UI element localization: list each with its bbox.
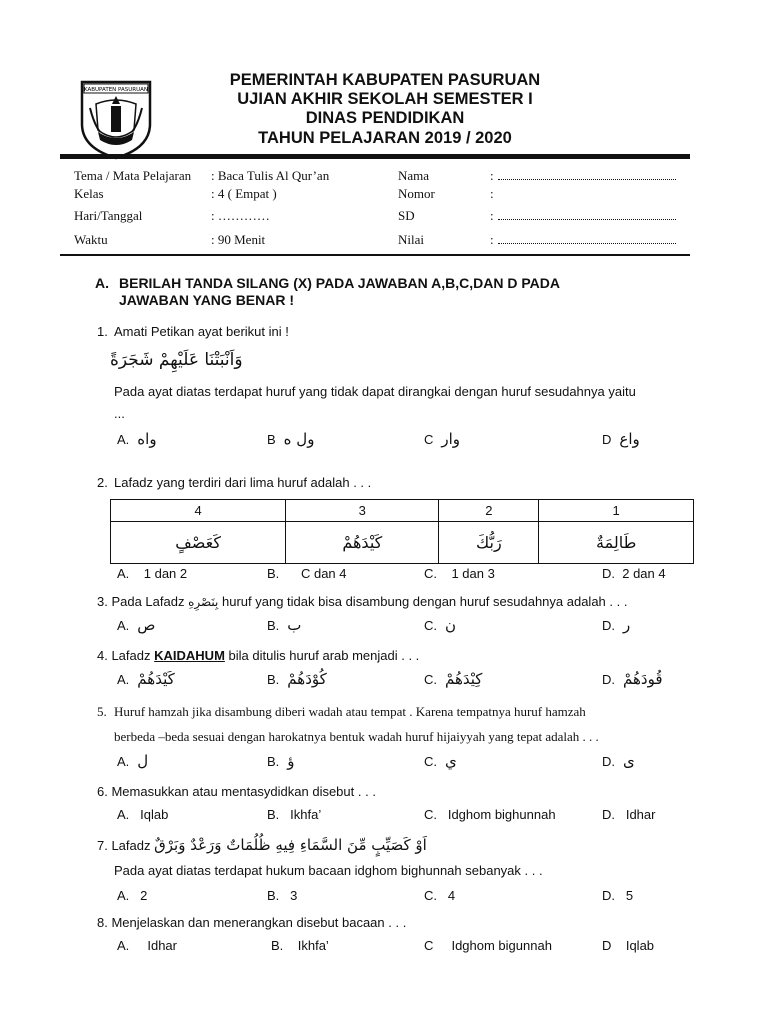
q2-table-header: 2 [439,500,539,522]
q2-table-header: 1 [539,500,694,522]
q2-table-cell: كَعَصْفٍ [111,522,286,564]
q5-option-b[interactable]: B. ؤ [267,752,295,770]
kelas-label: Kelas [74,186,104,201]
section-a-title: A. BERILAH TANDA SILANG (X) PADA JAWABAN A,B,C,DAN D PADA [95,275,560,291]
q2-text: Lafadz yang terdiri dari lima huruf adalah . . . [114,475,372,490]
q3-text: 3. Pada Lafadz بِنَصْرِهِ huruf yang tidak bisa disambung dengan huruf sesudahnya adalah . . . [97,594,628,609]
header-line-4: TAHUN PELAJARAN 2019 / 2020 [258,129,512,147]
q8-option-c[interactable]: C Idghom bigunnah [424,938,552,953]
header-line-3: DINAS PENDIDIKAN [305,109,465,127]
q7-option-d[interactable]: D. 5 [602,888,634,903]
q3-option-c[interactable]: C. ن [424,616,457,634]
q4-option-c[interactable]: C. كِيْدَهُمْ [424,670,483,688]
waktu-label: Waktu [74,232,108,247]
regency-crest-icon [76,74,156,160]
q2-option-c[interactable]: C. 1 dan 3 [424,566,495,581]
q4-text: 4. Lafadz KAIDAHUM bila ditulis huruf arab menjadi . . . [97,648,420,663]
nama-field[interactable]: : [490,168,676,184]
q8-text: 8. Menjelaskan dan menerangkan disebut bacaan . . . [97,915,407,930]
q7-option-a[interactable]: A. 2 [117,888,148,903]
sd-label: SD [398,208,415,223]
q8-option-b[interactable]: B. Ikhfa’ [271,938,329,953]
q7-text-2: Pada ayat diatas terdapat hukum bacaan idghom bighunnah sebanyak . . . [114,863,543,878]
q4-option-a[interactable]: A. كَيْدَهُمْ [117,670,175,688]
waktu-value: : 90 Menit [211,232,266,247]
q4-option-d[interactable]: D. قُودَهُمْ [602,670,663,688]
nomor-label: Nomor [398,186,435,201]
q6-text: 6. Memasukkan atau mentasydidkan disebut . . . [97,784,376,799]
q1-number: 1. [97,324,108,339]
q2-table-header: 4 [111,500,286,522]
q6-option-d[interactable]: D. Idhar [602,807,656,822]
q2-option-a[interactable]: A. 1 dan 2 [117,566,188,581]
q1-text-2: Pada ayat diatas terdapat huruf yang tidak dapat dirangkai dengan huruf sesudahnya yaitu [114,384,636,399]
q5-text: Huruf hamzah jika disambung diberi wadah atau tempat . Karena tempatnya huruf hamzah [114,704,586,719]
hari-label: Hari/Tanggal [74,208,143,223]
q2-option-b[interactable]: B. C dan 4 [267,566,347,581]
q3-option-a[interactable]: A. ص [117,616,156,634]
section-a-title-2: JAWABAN YANG BENAR ! [119,292,295,308]
q3-option-d[interactable]: D. ر [602,616,631,634]
crest-label: KABUPATEN PASURUAN [83,87,149,93]
nomor-field[interactable]: : [490,186,494,201]
nilai-field[interactable]: : [490,232,676,248]
q8-option-d[interactable]: D Iqlab [602,938,655,953]
q7-option-b[interactable]: B. 3 [267,888,298,903]
q7-text: 7. Lafadz اَوْ كَصَيِّبٍ مِّنَ السَّمَاءِ فِيهِ ظُلُمَاتٌ وَرَعْدٌ وَبَرْقٌ [97,836,427,854]
q2-table-cell: طَالِمَةٌ [539,522,694,564]
header-line-2: UJIAN AKHIR SEKOLAH SEMESTER I [237,90,533,108]
q5-option-d[interactable]: D. ى [602,752,635,770]
tema-value: : Baca Tulis Al Qur’an [211,168,330,183]
q2-table [110,499,694,564]
nama-label: Nama [398,168,430,183]
q1-option-c[interactable]: C وار [424,430,461,448]
q2-number: 2. [97,475,108,490]
q7-option-c[interactable]: C. 4 [424,888,456,903]
q5-number: 5. [97,704,107,719]
q3-option-b[interactable]: B. ب [267,616,302,634]
hari-value: : ………… [211,208,270,223]
q1-option-d[interactable]: D واع [602,430,640,448]
q6-option-c[interactable]: C. Idghom bighunnah [424,807,556,822]
q2-table-cell: رَبُّكَ [439,522,539,564]
q1-option-a[interactable]: A. واه [117,430,157,448]
q8-option-a[interactable]: A. Idhar [117,938,177,953]
q6-option-a[interactable]: A. Iqlab [117,807,169,822]
q1-arabic: وَاَنْبَتْنَا عَلَيْهِمْ شَجَرَةً [110,350,243,370]
q4-keyword: KAIDAHUM [154,648,225,663]
q1-option-b[interactable]: B ول ه [267,430,315,448]
q2-table-cell: كَيْدَهُمْ [286,522,439,564]
sd-field[interactable]: : [490,208,676,224]
q2-option-d[interactable]: D. 2 dan 4 [602,566,666,581]
info-divider [60,254,690,256]
header-line-1: PEMERINTAH KABUPATEN PASURUAN [229,71,541,89]
tema-label: Tema / Mata Pelajaran [74,168,192,183]
q5-text-2: berbeda –beda sesuai dengan harokatnya bentuk wadah huruf hijaiyyah yang tepat adalah . . . [114,729,599,744]
q2-table-header: 3 [286,500,439,522]
q1-text-3: ... [114,406,125,421]
q4-option-b[interactable]: B. كُوْدَهُمْ [267,670,327,688]
q1-text: Amati Petikan ayat berikut ini ! [114,324,289,339]
header-divider [60,154,690,159]
q5-option-c[interactable]: C. ي [424,752,457,770]
q6-option-b[interactable]: B. Ikhfa’ [267,807,322,822]
kelas-value: : 4 ( Empat ) [211,186,277,201]
nilai-label: Nilai [398,232,424,247]
q5-option-a[interactable]: A. ل [117,752,149,770]
